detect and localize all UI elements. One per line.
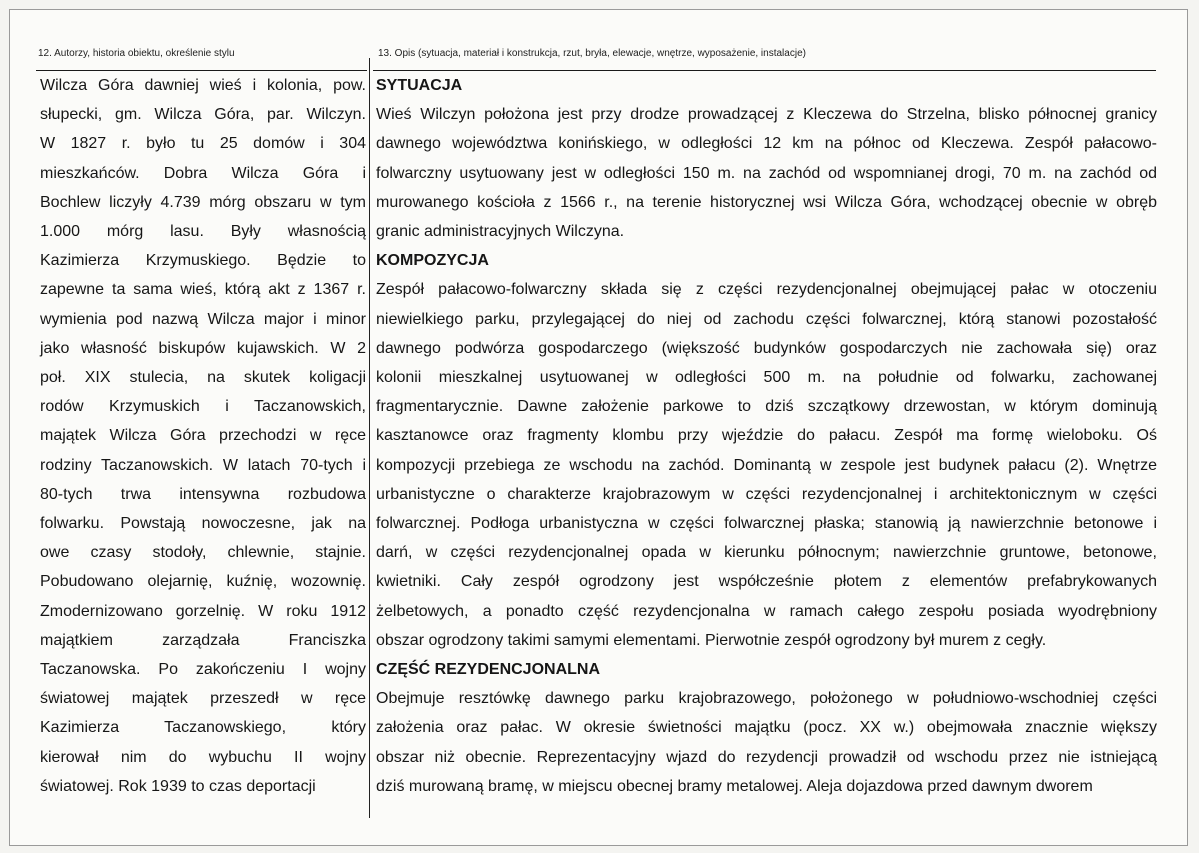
document-page [9,9,1188,846]
column-divider [369,58,370,818]
composition-line: urbanistyczne o charakterze krajobrazowym w części rezydencjonalnej i architektonicznym w części [376,485,1157,503]
section-heading-situation: SYTUACJA [376,77,463,94]
history-line: Kazimierza Taczanowskiego, który [40,719,366,737]
history-line: rodów Krzymuskich i Taczanowskich, [40,398,366,416]
composition-line: żelbetowych, a ponadto część rezydencjonalna w ramach całego zespołu posiada wyodrębniony [376,602,1157,620]
history-line: Zmodernizowano gorzelnię. W roku 1912 [40,602,366,620]
residential-line: założenia oraz pałac. W okresie świetności majątku (pocz. XX w.) obejmowała znacznie większy [376,719,1157,737]
composition-line: Zespół pałacowo-folwarczny składa się z części rezydencjonalnej obejmującej pałac w otoczeniu [376,281,1157,299]
history-line: W 1827 r. było tu 25 domów i 304 [40,135,366,153]
field-13-label: 13. Opis (sytuacja, materiał i konstrukcja, rzut, bryła, elewacje, wnętrze, wyposażenie, instalacje) [378,48,806,59]
composition-line: darń, w części rezydencjonalnej opada w kierunku północnym; nawierzchnie gruntowe, betonowe, [376,544,1157,562]
history-line: światowej majątek przeszedł w ręce [40,690,366,708]
history-line: owe czasy stodoły, chlewnie, stajnie. [40,544,366,562]
description-column [376,71,1157,801]
history-line: Kazimierza Krzymuskiego. Będzie to [40,252,366,270]
composition-line: obszar ogrodzony takimi samymi elementami. Pierwotnie zespół ogrodzony był murem z cegły. [376,631,1047,649]
history-line: 80-tych trwa intensywna rozbudowa [40,485,366,503]
history-line: kierował nim do wybuchu II wojny [40,748,366,766]
history-line: Taczanowska. Po zakończeniu I wojny [40,661,366,679]
history-line: 1.000 mórg lasu. Były własnością [40,223,366,241]
residential-line: Obejmuje resztówkę dawnego parku krajobrazowego, położonego w południowo-wschodniej części [376,690,1157,708]
composition-line: kolonii mieszkalnej usytuowanej w odległości 500 m. na południe od folwarku, zachowanej [376,369,1157,387]
history-line: folwarku. Powstają nowoczesne, jak na [40,515,366,533]
history-line: poł. XIX stulecia, na skutek koligacji [40,369,366,387]
history-line: Bochlew liczyły 4.739 mórg obszaru w tym [40,193,366,211]
situation-line: murowanego kościoła z 1566 r., na terenie historycznej wsi Wilcza Góra, wchodzącej obecnie w obręb [376,193,1157,211]
composition-line: folwarcznej. Podłoga urbanistyczna w części folwarcznej płaska; stanowią ją nawierzchnie betonowe i [376,515,1157,533]
situation-line: granic administracyjnych Wilczyna. [376,223,625,241]
history-line: słupecki, gm. Wilcza Góra, par. Wilczyn. [40,106,366,124]
field-12-label: 12. Autorzy, historia obiektu, określenie stylu [38,48,235,59]
history-line: Wilcza Góra dawniej wieś i kolonia, pow. [40,77,366,94]
composition-line: kompozycji przebiega ze wschodu na zachód. Dominantą w zespole jest budynek pałacu (2). Wnętrze [376,456,1157,474]
composition-line: kwietniki. Cały zespół ogrodzony jest współcześnie płotem z elementów prefabrykowanych [376,573,1157,591]
composition-line: dawnego podwórza gospodarczego (większość budynków gospodarczych nie zachowała się) oraz [376,339,1157,357]
residential-line: obszar niż obecnie. Reprezentacyjny wjazd do rezydencji prowadził od wschodu przez nie istniejącą [376,748,1157,766]
situation-line: dawnego województwa konińskiego, w odległości 12 km na północ od Kleczewa. Zespół pałacowo- [376,135,1157,153]
history-line: majątek Wilcza Góra przechodzi w ręce [40,427,366,445]
history-line: jako własność biskupów kujawskich. W 2 [40,339,366,357]
history-line: światowej. Rok 1939 to czas deportacji [40,777,316,795]
history-line: majątkiem zarządzała Franciszka [40,631,366,649]
section-heading-residential: CZĘŚĆ REZYDENCJONALNA [376,661,601,679]
situation-line: Wieś Wilczyn położona jest przy drodze prowadzącej z Kleczewa do Strzelna, blisko północnej granicy [376,106,1157,124]
history-line: mieszkańców. Dobra Wilcza Góra i [40,164,366,182]
composition-line: niewielkiego parku, przylegającej do niej od zachodu części folwarcznej, którą stanowi pozostałość [376,310,1157,328]
history-line: wymienia pod nazwą Wilcza major i minor [40,310,366,328]
history-column [40,71,366,801]
section-heading-composition: KOMPOZYCJA [376,252,489,270]
composition-line: kasztanowce oraz fragmenty klombu przy wjeździe do pałacu. Zespół ma formę wieloboku. Oś [376,427,1157,445]
composition-line: fragmentarycznie. Dawne założenie parkowe to dziś szczątkowy drzewostan, w którym dominują [376,398,1157,416]
situation-line: folwarczny usytuowany jest w odległości 150 m. na zachód od wspomnianej drogi, 70 m. na zachód od [376,164,1157,182]
history-line: zapewne ta sama wieś, którą akt z 1367 r. [40,281,366,299]
history-line: Pobudowano olejarnię, kuźnię, wozownię. [40,573,366,591]
history-line: rodziny Taczanowskich. W latach 70-tych i [40,456,366,474]
residential-line: dziś murowaną bramę, w miejscu obecnej bramy metalowej. Aleja dojazdowa przed dawnym dworem [376,777,1093,795]
